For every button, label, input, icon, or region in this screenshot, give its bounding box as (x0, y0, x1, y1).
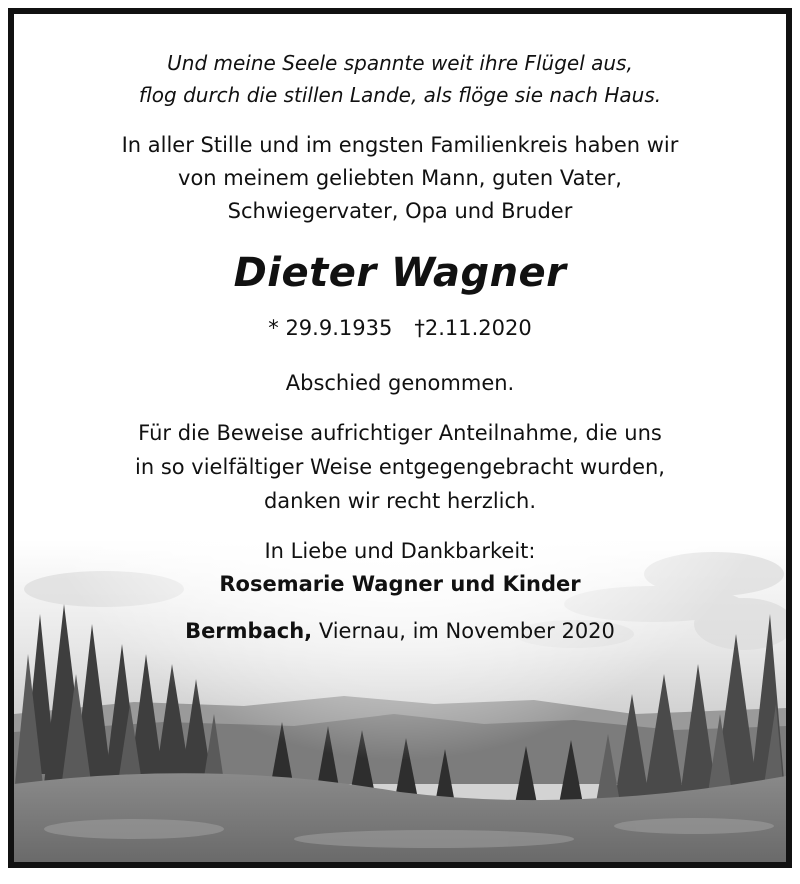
poem-line: Und meine Seele spannte weit ihre Flügel aus, (167, 51, 633, 75)
thanks-line: in so vielfältiger Weise entgegengebracht wurden, (135, 455, 665, 479)
life-dates (14, 316, 786, 340)
signature-block (14, 535, 786, 601)
intro-text (14, 129, 786, 228)
poem (14, 47, 786, 111)
signers: Rosemarie Wagner und Kinder (219, 572, 581, 596)
obituary-card (8, 8, 792, 868)
place-bold: Bermbach, (185, 619, 313, 643)
thanks-line: danken wir recht herzlich. (263, 489, 537, 513)
place-date (14, 619, 786, 643)
thanks-line: Für die Beweise aufrichtiger Anteilnahme, die uns (138, 421, 662, 445)
thanks-text (14, 416, 786, 518)
place-rest: Viernau, im November 2020 (312, 619, 615, 643)
intro-line: In aller Stille und im engsten Familienkreis haben wir (121, 133, 679, 157)
poem-line: flog durch die stillen Lande, als flöge sie nach Haus. (138, 83, 662, 107)
death-date: †2.11.2020 (414, 316, 532, 340)
love-line: In Liebe und Dankbarkeit: (264, 539, 536, 563)
farewell-text: Abschied genommen. (285, 371, 515, 395)
deceased-name: Dieter Wagner (233, 250, 567, 296)
birth-date: * 29.9.1935 (268, 316, 393, 340)
intro-line: Schwiegervater, Opa und Bruder (227, 199, 573, 223)
intro-line: von meinem geliebten Mann, guten Vater, (178, 166, 622, 190)
